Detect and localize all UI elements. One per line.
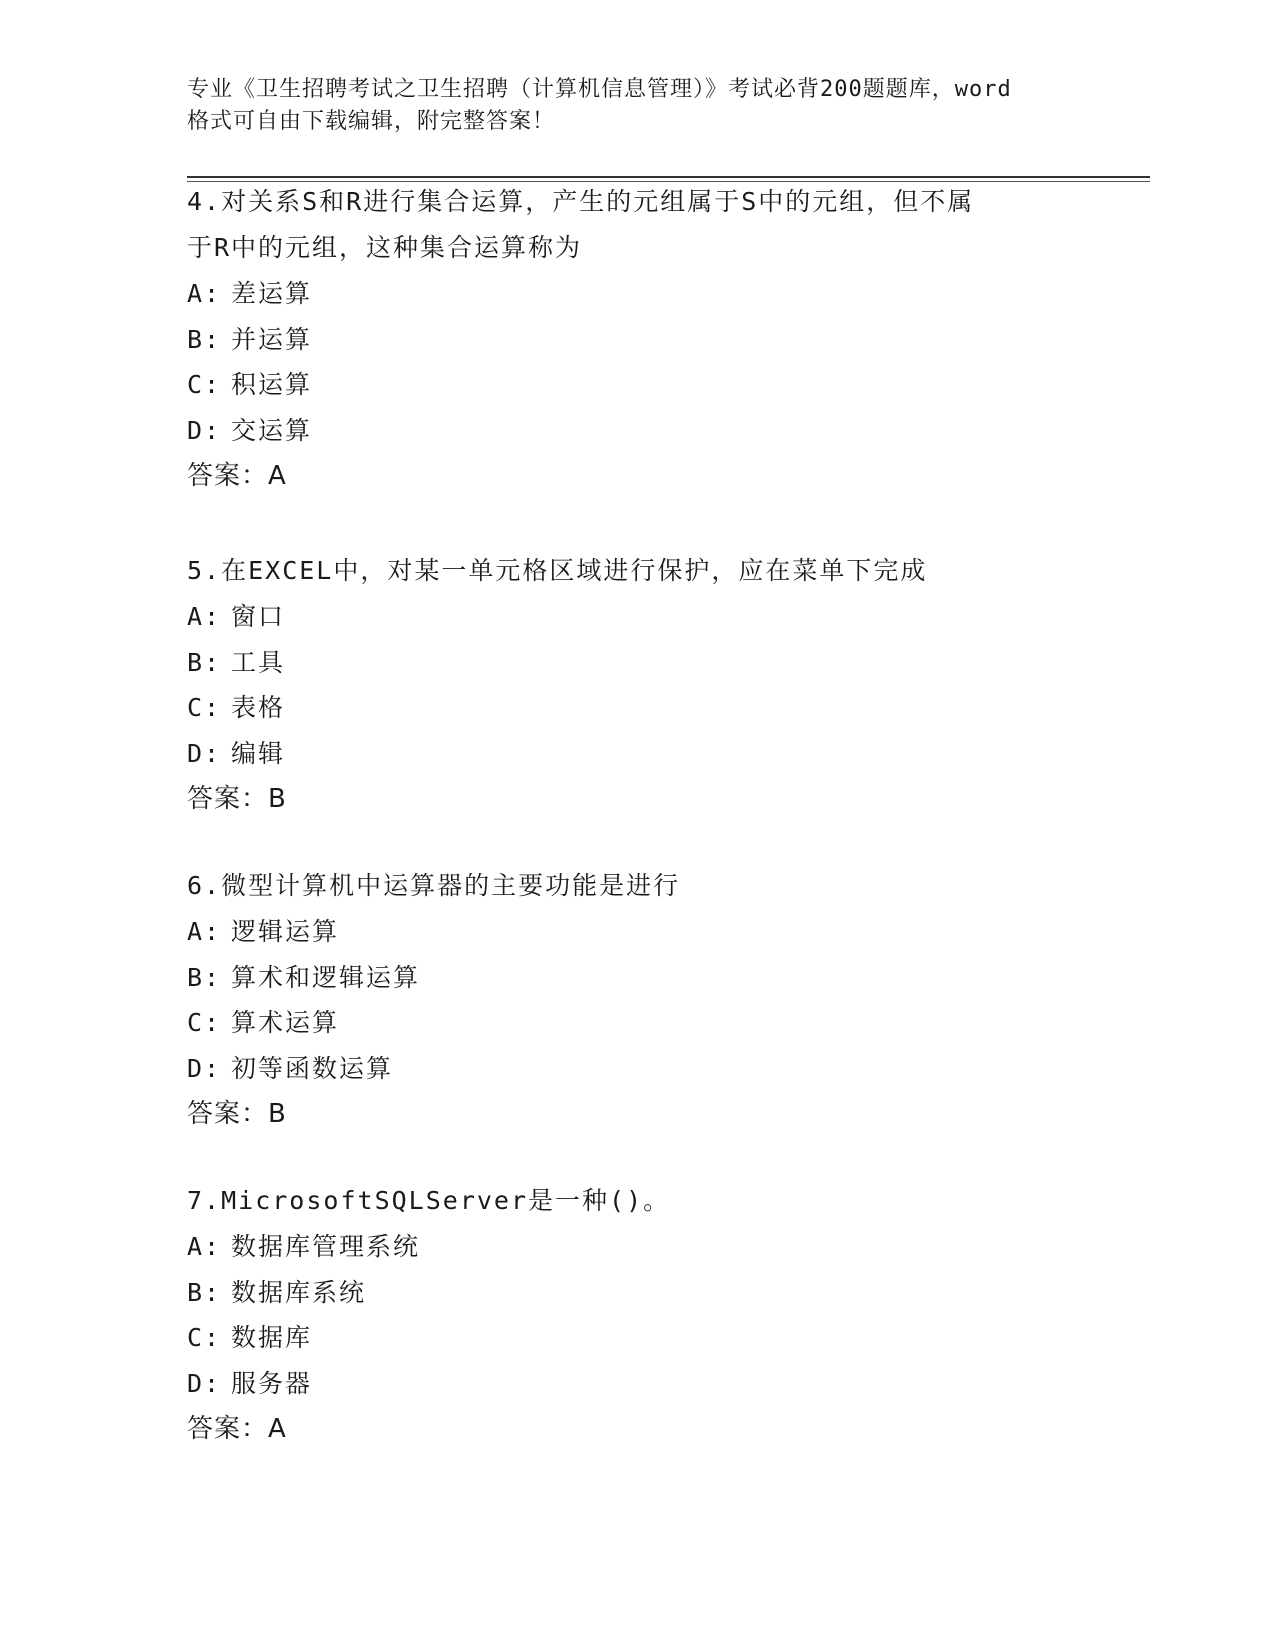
option-text: 编辑 [231, 738, 286, 768]
answer-line: 答案：B [187, 1099, 287, 1129]
question-stem-line: 5.在EXCEL中，对某一单元格区域进行保护，应在菜单下完成 [187, 556, 928, 585]
option-key: D: [187, 1053, 222, 1083]
option-d [187, 731, 1137, 777]
question-5 [187, 548, 1137, 822]
option-text: 并运算 [231, 324, 313, 354]
option-key: C: [187, 693, 222, 722]
option-key: D: [187, 1368, 222, 1398]
option-key: C: [187, 1323, 222, 1352]
option-text: 服务器 [231, 1368, 313, 1398]
option-key: B: [187, 647, 222, 677]
header-divider-thick [187, 176, 1150, 178]
question-stem-line: 4.对关系S和R进行集合运算，产生的元组属于S中的元组，但不属 [187, 187, 975, 216]
option-key: A: [187, 1232, 222, 1261]
option-key: D: [187, 738, 222, 768]
question-4 [187, 179, 1137, 499]
option-d [187, 1361, 1137, 1407]
option-text: 数据库 [231, 1323, 313, 1352]
option-b [187, 317, 1137, 363]
option-b [187, 640, 1137, 686]
option-key: B: [187, 324, 222, 354]
option-key: B: [187, 962, 222, 992]
option-text: 工具 [231, 647, 286, 677]
option-b [187, 955, 1137, 1001]
option-text: 窗口 [231, 602, 286, 631]
document-header [187, 74, 1087, 138]
option-text: 差运算 [231, 279, 313, 308]
option-text: 积运算 [231, 370, 313, 399]
option-c [187, 1315, 1137, 1361]
question-stem-line: 7.MicrosoftSQLServer是一种()。 [187, 1186, 671, 1215]
option-key: A: [187, 279, 222, 308]
option-c [187, 362, 1137, 408]
answer-line: 答案：A [187, 461, 287, 491]
option-key: A: [187, 602, 222, 631]
header-line-2: 格式可自由下载编辑，附完整答案！ [187, 109, 556, 134]
option-a [187, 594, 1137, 640]
option-key: B: [187, 1277, 222, 1307]
option-text: 表格 [231, 693, 286, 722]
option-key: C: [187, 1008, 222, 1037]
option-key: D: [187, 415, 222, 445]
option-a [187, 909, 1137, 955]
option-text: 算术运算 [231, 1008, 340, 1037]
option-a [187, 1224, 1137, 1270]
question-6 [187, 863, 1137, 1137]
option-text: 数据库管理系统 [231, 1232, 421, 1261]
option-d [187, 1046, 1137, 1092]
option-text: 数据库系统 [231, 1277, 367, 1307]
answer-line: 答案：A [187, 1414, 287, 1444]
option-text: 算术和逻辑运算 [231, 962, 421, 992]
option-key: C: [187, 370, 222, 399]
option-c [187, 1000, 1137, 1046]
option-d [187, 408, 1137, 454]
question-7 [187, 1178, 1137, 1452]
option-b [187, 1270, 1137, 1316]
header-line-1: 专业《卫生招聘考试之卫生招聘（计算机信息管理）》考试必背200题题库，word [187, 77, 1012, 102]
option-key: A: [187, 917, 222, 946]
option-text: 初等函数运算 [231, 1053, 394, 1083]
option-c [187, 685, 1137, 731]
option-text: 交运算 [231, 415, 313, 445]
question-stem-line: 于R中的元组，这种集合运算称为 [187, 233, 583, 262]
question-stem-line: 6.微型计算机中运算器的主要功能是进行 [187, 871, 681, 900]
option-text: 逻辑运算 [231, 917, 340, 946]
answer-line: 答案：B [187, 784, 287, 814]
option-a [187, 271, 1137, 317]
